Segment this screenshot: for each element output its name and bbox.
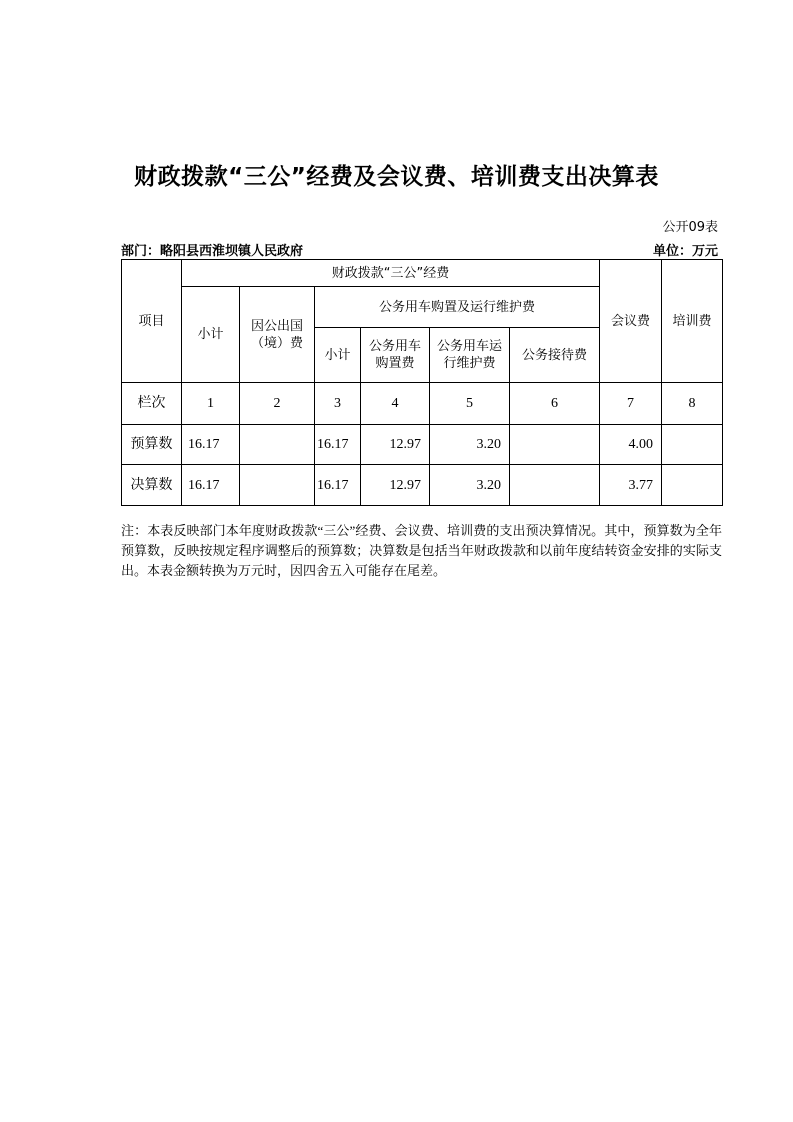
col-number: 7	[600, 383, 662, 425]
row-label: 决算数	[122, 465, 182, 506]
cell-vehicle-operation: 3.20	[430, 465, 510, 506]
budget-table	[121, 259, 723, 506]
table-row	[122, 465, 723, 506]
cell-vehicle-purchase: 12.97	[361, 465, 430, 506]
cell-subtotal: 16.17	[182, 465, 240, 506]
header-three-public: 财政拨款“三公”经费	[182, 260, 600, 287]
form-number: 公开09表	[662, 220, 718, 235]
page-title: 财政拨款“三公”经费及会议费、培训费支出决算表	[134, 164, 659, 190]
cell-training	[662, 425, 723, 465]
col-number: 4	[361, 383, 430, 425]
col-number: 3	[315, 383, 361, 425]
table-row	[122, 425, 723, 465]
cell-meeting: 4.00	[600, 425, 662, 465]
header-subtotal: 小计	[182, 287, 240, 383]
cell-training	[662, 465, 723, 506]
header-item: 项目	[122, 260, 182, 383]
header-vehicle-purchase: 公务用车购置费	[361, 328, 430, 383]
header-vehicle-subtotal: 小计	[315, 328, 361, 383]
header-vehicle-operation: 公务用车运行维护费	[430, 328, 510, 383]
col-number: 6	[510, 383, 600, 425]
col-number-label: 栏次	[122, 383, 182, 425]
unit-label: 单位：万元	[652, 244, 718, 259]
department-label: 部门：略阳县西淮坝镇人民政府	[121, 244, 304, 259]
header-reception: 公务接待费	[510, 328, 600, 383]
header-vehicle: 公务用车购置及运行维护费	[315, 287, 600, 328]
cell-abroad	[240, 465, 315, 506]
col-number: 2	[240, 383, 315, 425]
col-number: 1	[182, 383, 240, 425]
col-number: 5	[430, 383, 510, 425]
row-label: 预算数	[122, 425, 182, 465]
cell-meeting: 3.77	[600, 465, 662, 506]
header-meeting: 会议费	[600, 260, 662, 383]
cell-vehicle-operation: 3.20	[430, 425, 510, 465]
cell-abroad	[240, 425, 315, 465]
cell-vehicle-subtotal: 16.17	[315, 425, 361, 465]
col-number: 8	[662, 383, 723, 425]
header-abroad: 因公出国（境）费	[240, 287, 315, 383]
cell-reception	[510, 425, 600, 465]
cell-subtotal: 16.17	[182, 425, 240, 465]
cell-vehicle-purchase: 12.97	[361, 425, 430, 465]
header-training: 培训费	[662, 260, 723, 383]
cell-vehicle-subtotal: 16.17	[315, 465, 361, 506]
footnote: 注：本表反映部门本年度财政拨款“三公”经费、会议费、培训费的支出预决算情况。其中，预算数为全年预算数，反映按规定程序调整后的预算数；决算数是包括当年财政拨款和以前年度结转资金安排的实际支出。本表金额转换为万元时，因四舍五入可能存在尾差。	[121, 523, 722, 578]
cell-reception	[510, 465, 600, 506]
